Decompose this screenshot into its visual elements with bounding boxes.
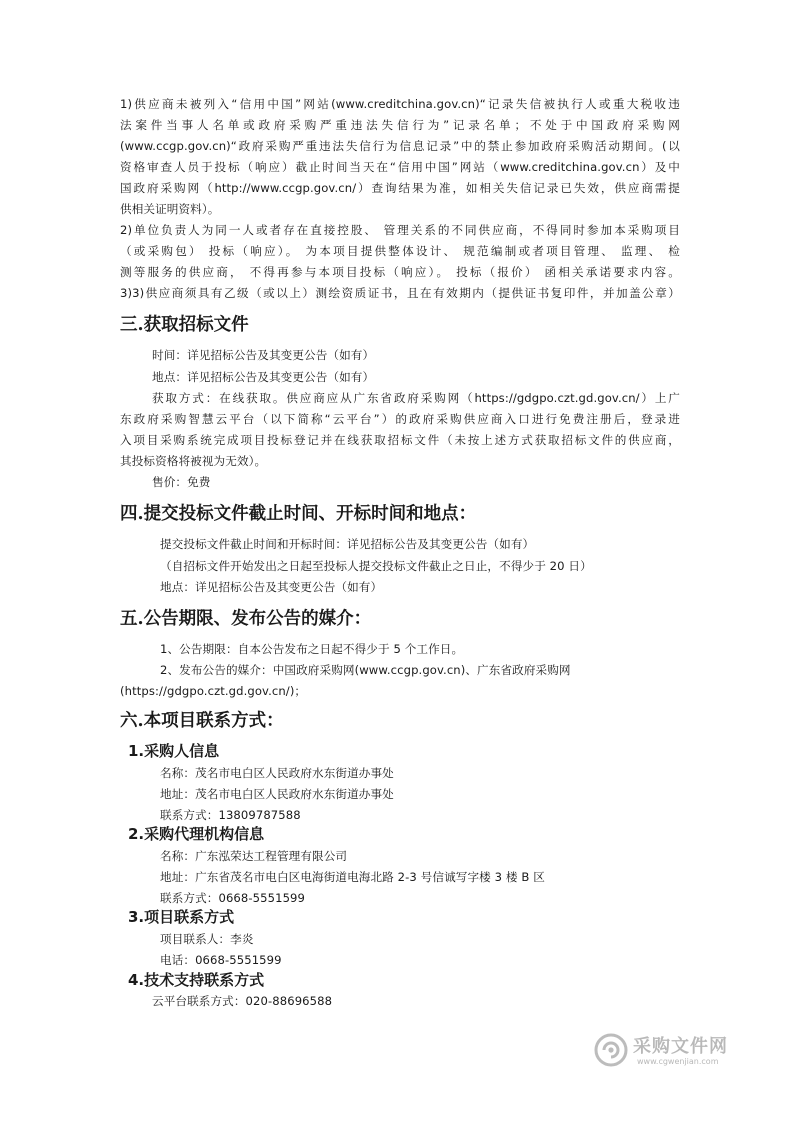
tech-support-title: 4.技术支持联系方式 [128,971,265,989]
requirement-1-line-6: 供相关证明资料）。 [120,202,220,216]
watermark-url: www.cgwenjian.com [637,1057,719,1066]
project-contact-phone: 电话：0668-5551599 [160,953,282,967]
submission-period-note: （自招标文件开始发出之日起至投标人提交投标文件截止之日止，不得少于 20 日） [160,559,592,573]
cgwenjian-logo-icon [593,1032,629,1068]
requirement-1-line-4: 资格审查人员于投标（响应）截止时间当天在“信用中国”网站（www.creditchina.gov.cn）及中 [120,160,680,174]
requirement-3-line-1: 3)3)供应商须具有乙级（或以上）测绘资质证书，且在有效期内（提供证书复印件，并加盖公章） [120,286,680,300]
obtain-method-line-3: 入项目采购系统完成项目投标登记并在线获取招标文件（未按上述方式获取招标文件的供应商， [120,433,680,447]
buyer-info-title: 1.采购人信息 [128,742,220,760]
section-3-heading: 三.获取招标文件 [120,315,249,335]
notice-media-continued: (https://gdgpo.czt.gd.gov.cn/)； [120,684,307,698]
section-5-heading: 五.公告期限、发布公告的媒介： [120,609,372,629]
requirement-2-line-3: 测等服务的供应商， 不得再参与本项目投标（响应）。 投标（报价） 函相关承诺要求内容。 [120,265,680,279]
requirement-2-line-1: 2)单位负责人为同一人或者存在直接控股、 管理关系的不同供应商，不得同时参加本采购项目 [120,223,680,237]
watermark [593,1030,743,1076]
submission-deadline: 提交投标文件截止时间和开标时间：详见招标公告及其变更公告（如有） [160,537,535,551]
opening-place: 地点：详见招标公告及其变更公告（如有） [160,580,383,594]
agency-info-title: 2.采购代理机构信息 [128,825,265,843]
requirement-1-line-3: (www.ccgp.gov.cn)“政府采购严重违法失信行为信息记录”中的禁止参加政府采购活动期间。(以 [120,139,680,153]
project-contact-person: 项目联系人：李炎 [160,932,254,946]
section-4-heading: 四.提交投标文件截止时间、开标时间和地点： [120,504,477,524]
agency-phone: 联系方式：0668-5551599 [160,891,305,905]
requirement-1-line-1: 1)供应商未被列入“信用中国”网站(www.creditchina.gov.cn)“记录失信被执行人或重大税收违 [120,97,680,111]
tech-support-phone: 云平台联系方式：020-88696588 [152,994,333,1008]
buyer-address: 地址：茂名市电白区人民政府水东街道办事处 [160,787,394,801]
buyer-name: 名称：茂名市电白区人民政府水东街道办事处 [160,766,394,780]
obtain-method-line-4: 其投标资格将被视为无效）。 [120,454,267,468]
watermark-title: 采购文件网 [633,1036,728,1057]
requirement-1-line-5: 国政府采购网（http://www.ccgp.gov.cn/）查询结果为准，如相关失信记录已失效，供应商需提 [120,181,680,195]
obtain-time: 时间：详见招标公告及其变更公告（如有） [152,348,375,362]
agency-name: 名称：广东泓荣达工程管理有限公司 [160,849,348,863]
obtain-method-line-1: 获取方式：在线获取。供应商应从广东省政府采购网（https://gdgpo.czt.gd.gov.cn/）上广 [152,391,680,405]
requirement-1-line-2: 法案件当事人名单或政府采购严重违法失信行为”记录名单；不处于中国政府采购网 [120,118,680,132]
notice-period: 1、公告期限：自本公告发布之日起不得少于 5 个工作日。 [160,642,464,656]
section-6-heading: 六.本项目联系方式： [120,711,284,731]
obtain-place: 地点：详见招标公告及其变更公告（如有） [152,370,375,384]
requirement-2-line-2: （或采购包） 投标（响应）。 为本项目提供整体设计、 规范编制或者项目管理、 监理、 检 [120,244,680,258]
notice-media: 2、发布公告的媒介：中国政府采购网(www.ccgp.gov.cn)、广东省政府采购网 [160,663,571,677]
document-price: 售价：免费 [152,475,211,489]
project-contact-title: 3.项目联系方式 [128,908,235,926]
obtain-method-line-2: 东政府采购智慧云平台（以下简称“云平台”）的政府采购供应商入口进行免费注册后，登录进 [120,412,680,426]
buyer-phone: 联系方式：13809787588 [160,808,301,822]
agency-address: 地址：广东省茂名市电白区电海街道电海北路 2-3 号信诚写字楼 3 楼 B 区 [160,870,545,884]
